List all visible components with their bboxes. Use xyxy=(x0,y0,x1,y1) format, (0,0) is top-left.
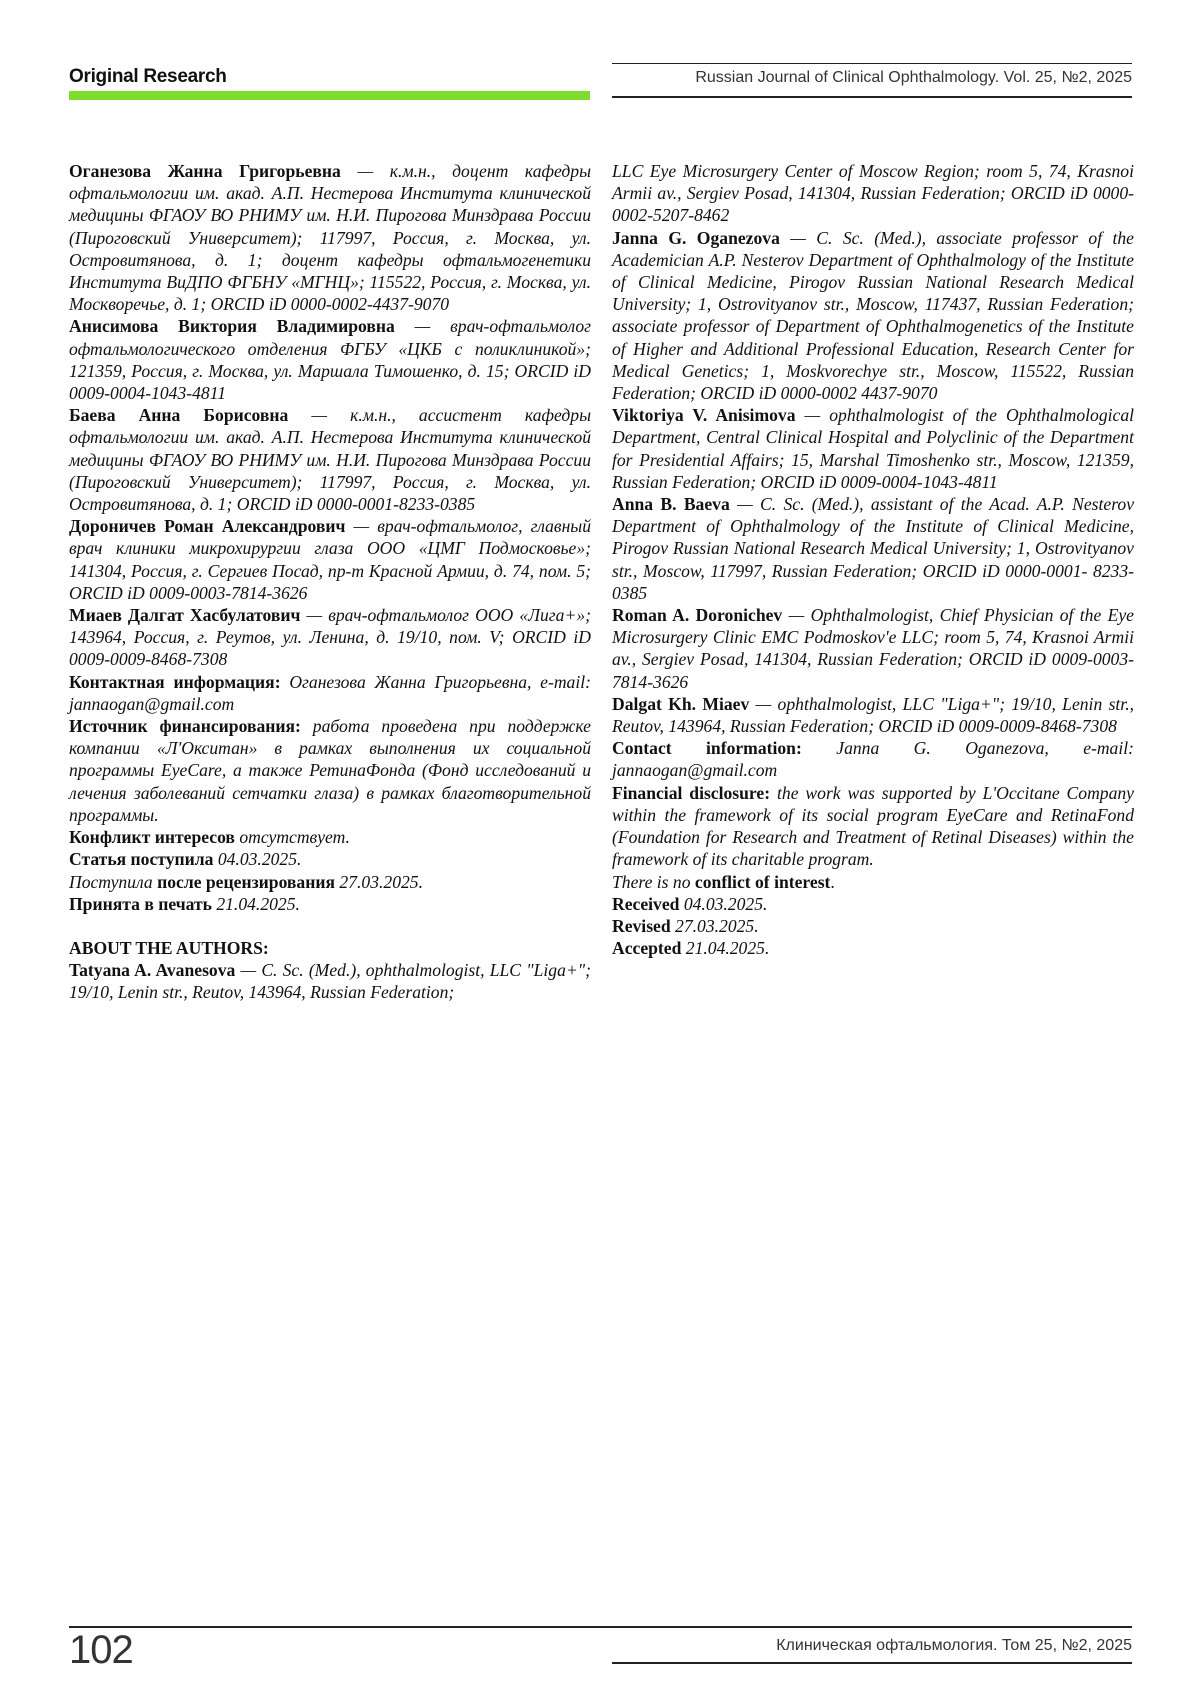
accepted-value: 21.04.2025. xyxy=(681,938,769,958)
spacer xyxy=(69,915,591,937)
financial-text: the work was supported by L'Occitane Company within the framework of its social program EyeCare and RetinaFond (Foundation for Research and Treatment of Retinal Diseases) within the framework of its charitable program. xyxy=(612,783,1134,870)
author-details: — к.м.н., ассистент кафедры офтальмологии им. акад. А.П. Нестерова Института клинической медицины ФГАОУ ВО РНИМУ им. Н.И. Пирогова Минздрава России (Пироговский Университет); 117997, Россия, г. Москва, ул. Островитянова, д. 1; ORCID iD 0000-0001-8233-0385 xyxy=(69,405,591,514)
author-details: — Ophthalmologist, Chief Physician of the Eye Microsurgery Clinic EMC Podmoskov'e LLC; room 5, 74, Krasnoi Armii av., Sergiev Posad, 141304, Russian Federation; ORCID iD 0009-0003-7814-3626 xyxy=(612,605,1134,692)
received-date xyxy=(69,848,591,870)
conflict-pre: There is no xyxy=(612,872,695,892)
footer-top-rule xyxy=(69,1626,1132,1628)
conflict-label: conflict of interest xyxy=(695,872,831,892)
accepted-date xyxy=(69,893,591,915)
funding-label: Источник финансирования: xyxy=(69,716,301,736)
header-top-rule xyxy=(612,63,1132,64)
contact-info xyxy=(612,737,1134,781)
author-name: Janna G. Oganezova xyxy=(612,228,780,248)
author-entry xyxy=(69,160,591,315)
received-value: 04.03.2025. xyxy=(213,849,301,869)
author-name: Оганезова Жанна Григорьевна xyxy=(69,161,341,181)
author-entry xyxy=(69,959,591,1003)
conflict-info xyxy=(69,826,591,848)
revised-date xyxy=(69,871,591,893)
author-details: LLC Eye Microsurgery Center of Moscow Region; room 5, 74, Krasnoi Armii av., Sergiev Posad, 141304, Russian Federation; ORCID iD 0000-0002-5207-8462 xyxy=(612,161,1134,225)
journal-header: Russian Journal of Clinical Ophthalmology. Vol. 25, №2, 2025 xyxy=(612,69,1132,87)
author-details: — к.м.н., доцент кафедры офтальмологии им. акад. А.П. Нестерова Института клинической медицины ФГАОУ ВО РНИМУ им. Н.И. Пирогова Минздрава России (Пироговский Университет); 117997, Россия, г. Москва, ул. Островитянова, д. 1; доцент кафедры офтальмогенетики Института ВиДПО ФГБНУ «МГНЦ»; 115522, Россия, г. Москва, ул. Москворечье, д. 1; ORCID iD 0000-0002-4437-9070 xyxy=(69,161,591,314)
financial-disclosure xyxy=(612,782,1134,871)
author-entry xyxy=(612,404,1134,493)
received-label: Received xyxy=(612,894,679,914)
author-details: — C. Sc. (Med.), ophthalmologist, LLC "Liga+"; 19/10, Lenin str., Reutov, 143964, Russian Federation; xyxy=(69,960,591,1002)
author-entry xyxy=(612,693,1134,737)
author-details: — врач-офтальмолог офтальмологического отделения ФГБУ «ЦКБ с поликлиникой»; 121359, Россия, г. Москва, ул. Маршала Тимошенко, д. 15; ORCID iD 0009-0004-1043-4811 xyxy=(69,316,591,403)
author-name: Миаев Далгат Хасбулатович xyxy=(69,605,300,625)
received-date xyxy=(612,893,1134,915)
author-entry xyxy=(612,493,1134,604)
contact-text: Оганезова Жанна Григорьевна, e-mail: jannaogan@gmail.com xyxy=(69,672,591,714)
funding-text: работа проведена при поддержке компании «Л'Окситан» в рамках выполнения их социальной программы EyeCare, а также РетинаФонда (Фонд исследований и лечения заболеваний сетчатки глаза) в рамках благотворительной программы. xyxy=(69,716,591,825)
conflict-info xyxy=(612,871,1134,893)
author-details: — ophthalmologist, LLC "Liga+"; 19/10, Lenin str., Reutov, 143964, Russian Federation; ORCID iD 0009-0009-8468-7308 xyxy=(612,694,1134,736)
accepted-label: Accepted xyxy=(612,938,681,958)
author-entry xyxy=(69,315,591,404)
revised-value: 27.03.2025. xyxy=(671,916,759,936)
revised-value: 27.03.2025. xyxy=(335,872,423,892)
left-column xyxy=(69,160,591,1004)
revised-label: Revised xyxy=(612,916,671,936)
contact-info xyxy=(69,671,591,715)
right-column xyxy=(612,160,1134,959)
author-details: — C. Sc. (Med.), assistant of the Acad. A.P. Nesterov Department of Ophthalmology of the Institute of Clinical Medicine, Pirogov Russian National Research Medical University; 1, Ostrovityanov str., Moscow, 117997, Russian Federation; ORCID iD 0000-0001- 8233-0385 xyxy=(612,494,1134,603)
author-entry-continued xyxy=(612,160,1134,227)
author-entry xyxy=(612,604,1134,693)
received-value: 04.03.2025. xyxy=(679,894,767,914)
author-details: — ophthalmologist of the Ophthalmological Department, Central Clinical Hospital and Polyclinic of the Department for Presidential Affairs; 15, Marshal Timoshenko str., Moscow, 121359, Russian Federation; ORCID iD 0009-0004-1043-4811 xyxy=(612,405,1134,492)
author-name: Dalgat Kh. Miaev xyxy=(612,694,749,714)
contact-text: Janna G. Oganezova, e-mail: jannaogan@gmail.com xyxy=(612,738,1134,780)
contact-label: Контактная информация: xyxy=(69,672,281,692)
author-name: Roman A. Doronichev xyxy=(612,605,782,625)
accepted-value: 21.04.2025. xyxy=(212,894,300,914)
footer-bottom-rule xyxy=(612,1662,1132,1664)
author-name: Tatyana A. Avanesova xyxy=(69,960,235,980)
author-entry xyxy=(69,604,591,671)
revised-pre: Поступила xyxy=(69,872,157,892)
about-heading xyxy=(69,937,591,959)
received-label: Статья поступила xyxy=(69,849,213,869)
journal-footer: Клиническая офтальмология. Том 25, №2, 2025 xyxy=(612,1637,1132,1655)
author-details: — врач-офтальмолог ООО «Лига+»; 143964, Россия, г. Реутов, ул. Ленина, д. 19/10, пом. V; ORCID iD 0009-0009-8468-7308 xyxy=(69,605,591,669)
header-accent-bar xyxy=(69,91,590,100)
contact-label: Contact information: xyxy=(612,738,802,758)
author-name: Анисимова Виктория Владимировна xyxy=(69,316,395,336)
conflict-text: отсутствует. xyxy=(235,827,350,847)
section-label: Original Research xyxy=(69,66,227,88)
author-name: Anna B. Baeva xyxy=(612,494,730,514)
accepted-date xyxy=(612,937,1134,959)
accepted-label: Принята в печать xyxy=(69,894,212,914)
author-name: Viktoriya V. Anisimova xyxy=(612,405,796,425)
author-name: Баева Анна Борисовна xyxy=(69,405,288,425)
header-bottom-rule xyxy=(612,96,1132,98)
revised-label: после рецензирования xyxy=(157,872,335,892)
revised-date xyxy=(612,915,1134,937)
author-entry xyxy=(612,227,1134,405)
about-heading-text: ABOUT THE AUTHORS: xyxy=(69,938,269,958)
financial-label: Financial disclosure: xyxy=(612,783,770,803)
conflict-label: Конфликт интересов xyxy=(69,827,235,847)
author-details: — врач-офтальмолог, главный врач клиники микрохирургии глаза ООО «ЦМГ Подмосковье»; 141304, Россия, г. Сергиев Посад, пр-т Красной Армии, д. 74, пом. 5; ORCID iD 0009-0003-7814-3626 xyxy=(69,516,591,603)
author-name: Дороничев Роман Александрович xyxy=(69,516,345,536)
conflict-post: . xyxy=(830,872,834,892)
author-details: — C. Sc. (Med.), associate professor of the Academician A.P. Nesterov Department of Ophthalmology of the Institute of Clinical Medicine, Pirogov Russian National Research Medical University; 1, Ostrovityanov str., Moscow, 117437, Russian Federation; associate professor of Department of Ophthalmogenetics of the Institute of Higher and Additional Professional Education, Research Center for Medical Genetics; 1, Moskvorechye str., Moscow, 115522, Russian Federation; ORCID iD 0000-0002 4437-9070 xyxy=(612,228,1134,403)
author-entry xyxy=(69,515,591,604)
page-number: 102 xyxy=(69,1628,133,1673)
funding-info xyxy=(69,715,591,826)
author-entry xyxy=(69,404,591,515)
